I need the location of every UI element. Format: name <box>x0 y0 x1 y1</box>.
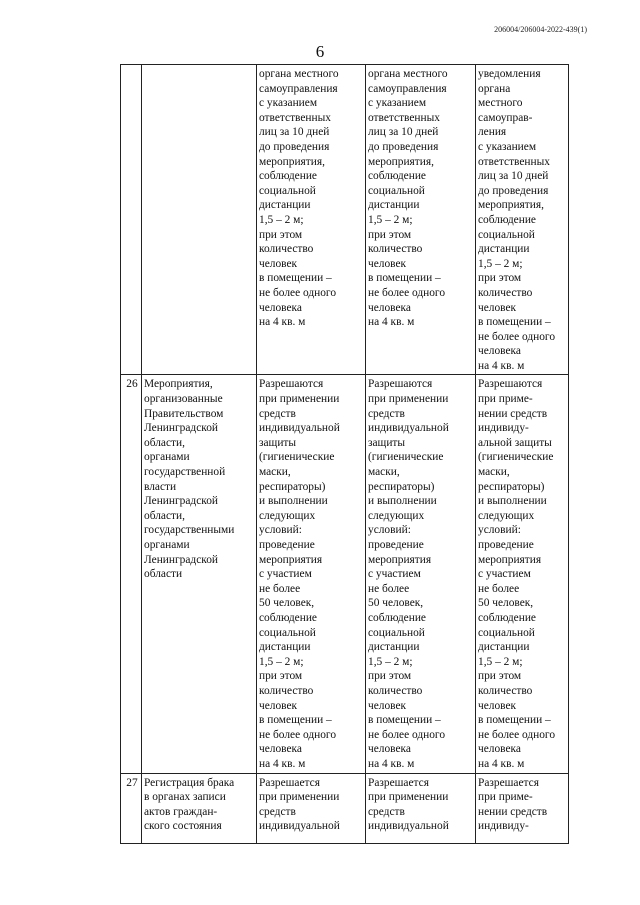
condition-cell-b: Разрешается при применении средств индивидуальной <box>366 773 476 843</box>
condition-cell-a: органа местного самоуправления с указанием ответственных лиц за 10 дней до проведения мероприятия, соблюдение социальной дистанции 1,5 – 2 м; при этом количество человек в помещении – не более одного человека на 4 кв. м <box>257 65 366 375</box>
table-row <box>121 375 569 773</box>
regulations-table <box>120 64 569 844</box>
condition-cell-c: Разрешается при приме- нении средств индивиду- <box>476 773 569 843</box>
page-number: 6 <box>315 42 325 61</box>
condition-cell-c: уведомления органа местного самоуправ- ления с указанием ответственных лиц за 10 дней до проведения мероприятия, соблюдение социальной дистанции 1,5 – 2 м; при этом количество человек в помещении – не более одного человека на 4 кв. м <box>476 65 569 375</box>
condition-cell-b: органа местного самоуправления с указанием ответственных лиц за 10 дней до проведения мероприятия, соблюдение социальной дистанции 1,5 – 2 м; при этом количество человек в помещении – не более одного человека на 4 кв. м <box>366 65 476 375</box>
event-name-cell: Регистрация брака в органах записи актов граждан- ского состояния <box>142 773 257 843</box>
row-number-cell: 27 <box>121 773 142 843</box>
condition-cell-a: Разрешается при применении средств индивидуальной <box>257 773 366 843</box>
row-number-cell <box>121 65 142 375</box>
condition-cell-b: Разрешаются при применении средств индивидуальной защиты (гигиенические маски, респираторы) и выполнении следующих условий: проведение мероприятия с участием не более 50 человек, соблюдение социальной дистанции 1,5 – 2 м; при этом количество человек в помещении – не более одного человека на 4 кв. м <box>366 375 476 773</box>
condition-cell-c: Разрешаются при приме- нении средств индивиду- альной защиты (гигиенические маски, респираторы) и выполнении следующих условий: проведение мероприятия с участием не более 50 человек, соблюдение социальной дистанции 1,5 – 2 м; при этом количество человек в помещении – не более одного человека на 4 кв. м <box>476 375 569 773</box>
table-row <box>121 773 569 843</box>
event-name-cell <box>142 65 257 375</box>
document-id: 206004/206004-2022-439(1) <box>494 25 587 34</box>
table-row <box>121 65 569 375</box>
row-number-cell: 26 <box>121 375 142 773</box>
condition-cell-a: Разрешаются при применении средств индивидуальной защиты (гигиенические маски, респираторы) и выполнении следующих условий: проведение мероприятия с участием не более 50 человек, соблюдение социальной дистанции 1,5 – 2 м; при этом количество человек в помещении – не более одного человека на 4 кв. м <box>257 375 366 773</box>
event-name-cell: Мероприятия, организованные Правительством Ленинградской области, органами государственной власти Ленинградской области, государственными органами Ленинградской области <box>142 375 257 773</box>
